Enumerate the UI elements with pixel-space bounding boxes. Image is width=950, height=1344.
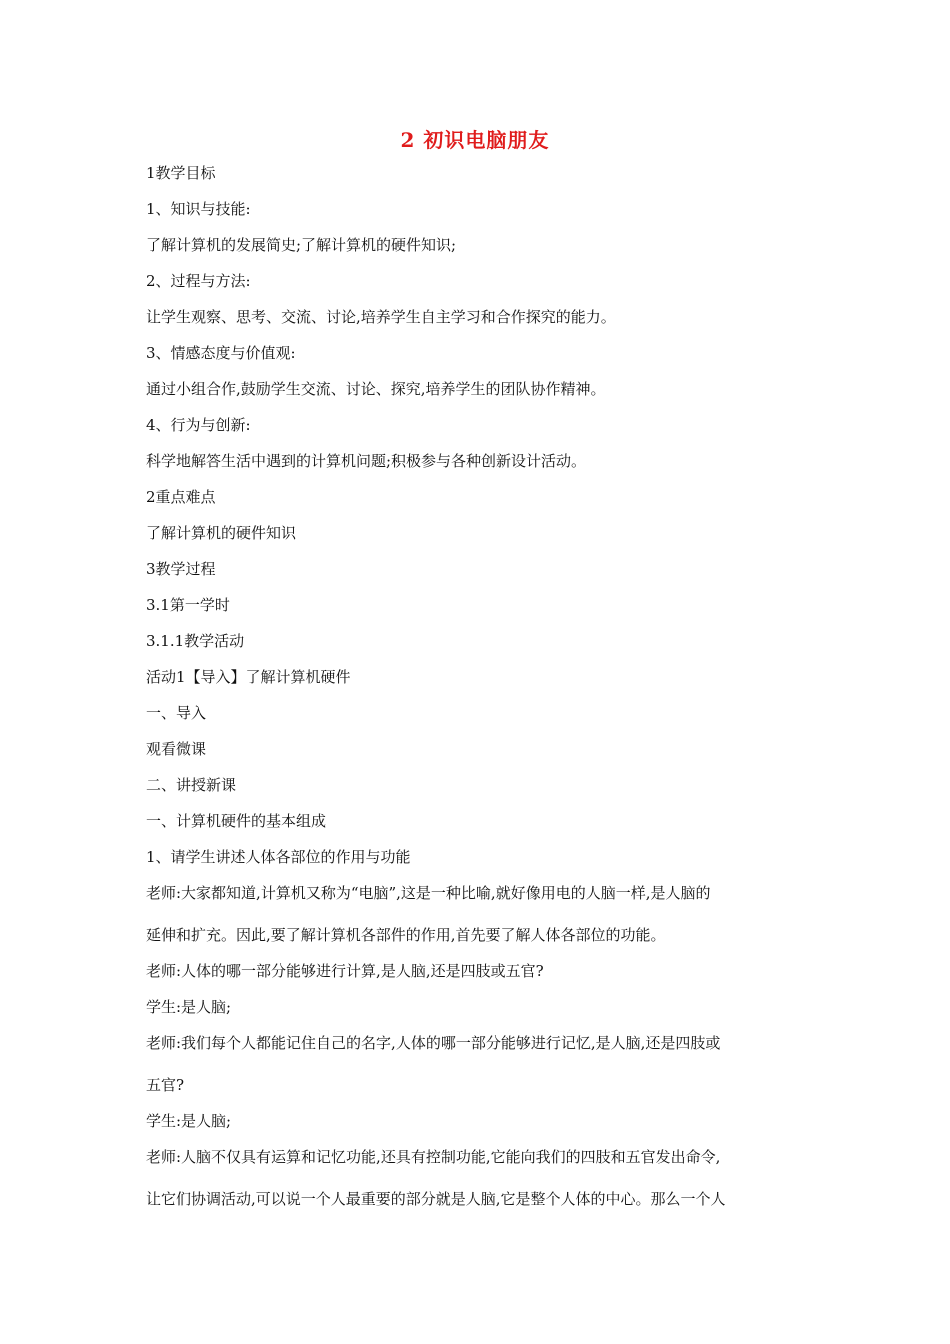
subheading-behavior-innovation: 4、行为与创新: xyxy=(146,416,251,434)
subheading-process-method: 2、过程与方法: xyxy=(146,272,251,290)
paragraph-line: 老师:我们每个人都能记住自己的名字,人体的哪一部分能够进行记忆,是人脑,还是四肢或 xyxy=(146,1034,721,1052)
body-text: 科学地解答生活中遇到的计算机问题;积极参与各种创新设计活动。 xyxy=(146,452,587,470)
dialogue-line: 学生:是人脑; xyxy=(146,1112,232,1130)
section-heading-teaching-process: 3教学过程 xyxy=(146,560,216,578)
dialogue-line: 学生:是人脑; xyxy=(146,998,232,1016)
dialogue-paragraph xyxy=(146,883,811,945)
body-text: 一、导入 xyxy=(146,704,207,722)
dialogue-paragraph xyxy=(146,1033,811,1095)
body-text: 二、讲授新课 xyxy=(146,776,237,794)
activity-heading: 活动1【导入】了解计算机硬件 xyxy=(146,668,351,686)
subheading-knowledge-skills: 1、知识与技能: xyxy=(146,200,251,218)
paragraph-line: 五官? xyxy=(146,1076,185,1094)
subheading-attitude-values: 3、情感态度与价值观: xyxy=(146,344,296,362)
dialogue-line: 老师:人体的哪一部分能够进行计算,是人脑,还是四肢或五官? xyxy=(146,962,544,980)
body-text: 观看微课 xyxy=(146,740,207,758)
section-heading-objectives: 1教学目标 xyxy=(146,164,216,182)
paragraph-line: 延伸和扩充。因此,要了解计算机各部件的作用,首先要了解人体各部位的功能。 xyxy=(146,926,666,944)
paragraph-line: 老师:大家都知道,计算机又称为“电脑”,这是一种比喻,就好像用电的人脑一样,是人脑的 xyxy=(146,884,711,902)
document-title: 2 初识电脑朋友 xyxy=(400,128,550,152)
body-text: 了解计算机的硬件知识 xyxy=(146,524,297,542)
section-heading-key-points: 2重点难点 xyxy=(146,488,216,506)
dialogue-paragraph xyxy=(146,1147,811,1209)
subheading-teaching-activity: 3.1.1教学活动 xyxy=(146,632,245,650)
body-text: 1、请学生讲述人体各部位的作用与功能 xyxy=(146,848,411,866)
body-text: 通过小组合作,鼓励学生交流、讨论、探究,培养学生的团队协作精神。 xyxy=(146,380,606,398)
body-text: 了解计算机的发展简史;了解计算机的硬件知识; xyxy=(146,236,457,254)
document-body xyxy=(146,163,811,1225)
paragraph-line: 让它们协调活动,可以说一个人最重要的部分就是人脑,它是整个人体的中心。那么一个人 xyxy=(146,1190,726,1208)
subheading-first-lesson: 3.1第一学时 xyxy=(146,596,230,614)
body-text: 一、计算机硬件的基本组成 xyxy=(146,812,327,830)
paragraph-line: 老师:人脑不仅具有运算和记忆功能,还具有控制功能,它能向我们的四肢和五官发出命令, xyxy=(146,1148,721,1166)
body-text: 让学生观察、思考、交流、讨论,培养学生自主学习和合作探究的能力。 xyxy=(146,308,616,326)
